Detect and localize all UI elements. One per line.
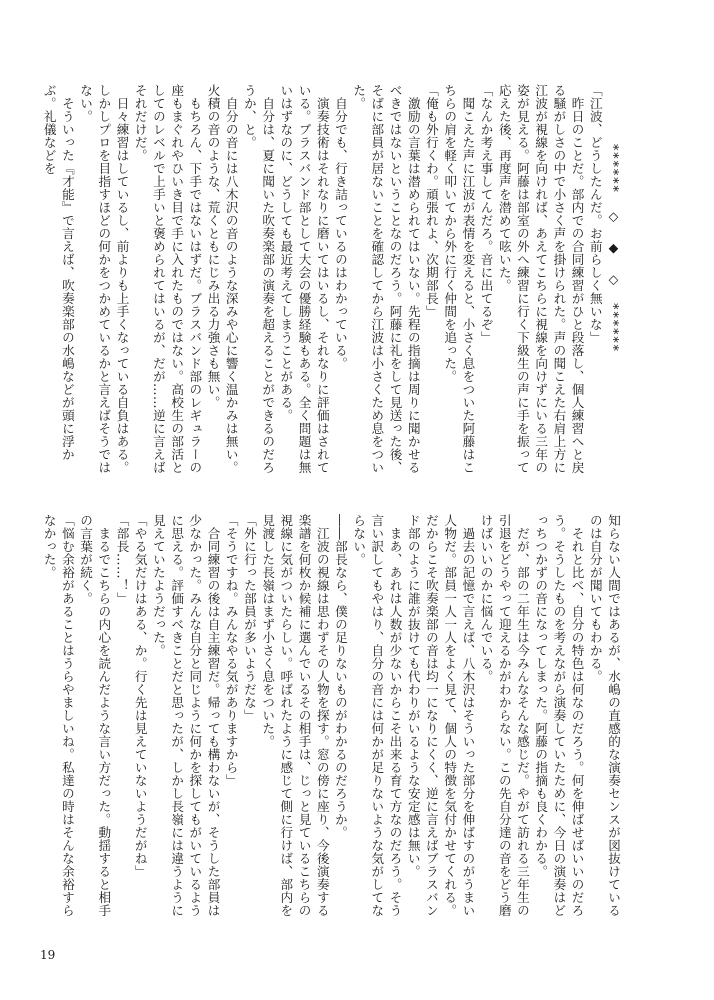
paragraph: 演奏技術はそれなりに磨いてはいるし、それなりに評価はされている。ブラスバンド部として大会の優勝経験もある。全く問題は無いはずなのに、どうしても最近考えてしまうことがある。: [278, 84, 330, 474]
paragraph: それと比べ、自分の特色は何なのだろう。何を伸ばせばいいのだろう。そうしたものを考えながら演奏していたために、今日の演奏はどっちつかずの音になってしまった。阿藤の指摘も良くわかる。: [533, 514, 585, 917]
paragraph: まるでこちらの内心を読んだような言い方だった。動揺すると相手の言葉が続く。: [78, 514, 112, 917]
paragraph: そういった『才能』で言えば、吹奏楽部の水嶋などが頭に浮かぶ。礼儀などを: [41, 84, 75, 461]
paragraph: 聞こえた声に江波が表情を変えると、小さく息をついた阿藤はこちらの肩を軽く叩いてから外に行く仲間を追った。: [442, 84, 476, 474]
paragraph: 「悩む余裕があることはうらやましいね。私達の時はそんな余裕すらなかった。: [41, 514, 75, 917]
paragraph: ――部長なら、僕の足りないものがわかるのだろうか。: [332, 514, 348, 839]
paragraph: 激励の言葉は潜められてはいない。先程の指摘は周りに聞かせるべきではないということなのだろう。阿藤に礼をして見送った後、そばに部員が居ないことを確認してから江波は小さくため息をついた。: [351, 84, 421, 474]
paragraph: 「俺も外行くわ。頑張れよ、次期部長」: [423, 84, 439, 318]
paragraph: もちろん、下手ではないはずだ。ブラスバンド部のレギュラーの座もまぐれやひいき目で手に入れたものではない。高校生の部活としてのレベルで上手いと褒められてはいるが、だが……逆に言えばそれだけだ。: [132, 84, 203, 474]
paragraph: だが、部の二年生は今みんなそんな感じだ。やがて訪れる三年生の引退をどうやって迎えるかがわからない。この先自分達の音をどう磨けばいいのかに悩んでいる。: [478, 514, 530, 917]
paragraph: 江波の視線は思わずその人物を探す。窓の傍に座り、今後演奏する楽譜を何枚か候補に選んでいるその相手は、じっと見ているこちらの視線に気がついたらしい。呼ばれたように感じて側に行けば、部内を見渡した長嶺はまず小さく息をついた。: [260, 514, 330, 917]
paragraph: 「部長……！」: [114, 514, 130, 605]
upper-text-band: [41, 84, 622, 484]
paragraph: 自分でも、行き詰っているのはわかっている。: [332, 84, 348, 370]
paragraph: 合同練習の後は自主練習だ。帰っても構わないが、そうした部員は少なかった。みんな自分と同じように何かを探してもがいているように思える。評価すべきことだと思ったが、しかし長嶺には違うように見えていたようだった。: [150, 514, 221, 917]
paragraph: まあ、あれは人数が少ないからこそ出来る育て方なのだろう。そう言い訳してもやはり、自分の音には何かが足りないような気がしてならない。: [351, 514, 403, 917]
paragraph: 「なんか考え事してんだろ。音に出てるぞ」: [478, 84, 494, 344]
paragraph: 「江波、どうしたんだ。お前らしく無いな」: [587, 84, 603, 344]
paragraph: 「外に行った部員が多いようだな」: [241, 514, 257, 722]
paragraph: 過去の記憶で言えば、八木沢はそういった部分を伸ばすのがうまい人物だ。部員一人一人をよく見て、個人の特徴を気付かせてくれる。だからこそ吹奏楽部の音は均一になりにくく、逆に言えばブラスバンド部のように誰が抜けても代わりがいるような安定感は無い。: [405, 514, 476, 917]
page-number: 19: [40, 948, 56, 962]
paragraph: 「やる気だけはある、か。行く先は見えていないようだがね」: [132, 514, 148, 878]
paragraph: 日々練習はしているし、前よりも上手くなっている自負はある。しかしプロを目指すほどの何かをつかめているかと言えばそうではない。: [78, 84, 130, 474]
paragraph: 知らない人間ではあるが、水嶋の直感的な演奏センスが図抜けているのは自分が聞いてもわかる。: [587, 514, 621, 917]
scene-separator: ****** ◇ ◆ ◇ ******: [606, 144, 621, 353]
paragraph: 自分の音には八木沢の音のような深みや心に響く温かみは無い。火積の音のような、荒くともにじみ出る力強さも無い。: [205, 84, 239, 474]
paragraph: 昨日のことだ。部内での合同練習がひと段落し、個人練習へと戻る騒がしさの中で小さく声を掛けられた。声の聞こえた右肩上方に江波が視線を向ければ、あえてこちらに視線を向けずにいる三年の姿が見える。阿藤は部室の外へ練習に行く下級生の声に手を振って応えた後、再度声を潜めて呟いた。: [496, 84, 585, 474]
paragraph: 自分は、夏に聞いた吹奏楽部の演奏を超えることができるのだろうか、と。: [241, 84, 276, 474]
paragraph: 「そうですね。みんなやる気がありますから」: [223, 514, 239, 787]
lower-text-band: [41, 514, 622, 922]
